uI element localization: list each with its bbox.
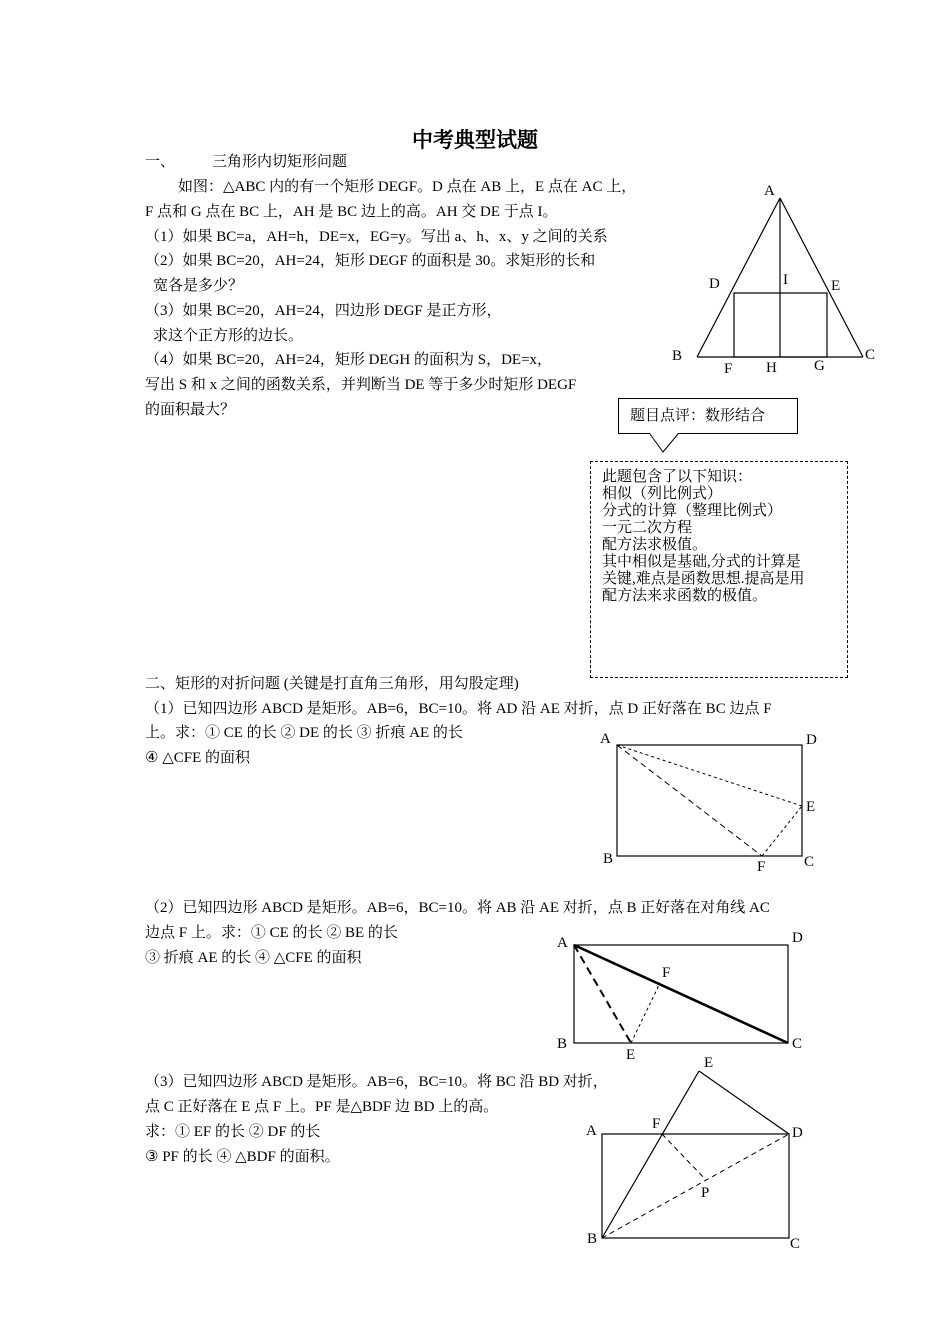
q2-line: （2）已知四边形 ABCD 是矩形。AB=6，BC=10。将 AB 沿 AE 对折，点 B 正好落在对角线 AC [145, 900, 770, 916]
section2-heading: 二、矩形的对折问题 (关键是打直角三角形，用勾股定理) [145, 676, 519, 692]
label-e: E [626, 1047, 636, 1063]
label-e: E [704, 1055, 714, 1071]
label-b: B [557, 1036, 568, 1052]
label-g: G [814, 358, 825, 374]
label-e: E [831, 278, 841, 294]
segment-af [617, 745, 762, 856]
diagonal-ac [574, 945, 788, 1043]
label-f: F [757, 859, 766, 875]
q2-line: 边点 F 上。求：① CE 的长 ② BE 的长 [145, 925, 398, 941]
label-b: B [603, 851, 614, 867]
height-fp [662, 1134, 706, 1180]
knowledge-line: 配方法求极值。 [602, 537, 708, 553]
label-e: E [806, 799, 816, 815]
fold-figure-1-labels [600, 731, 817, 875]
label-h: H [766, 360, 777, 376]
q3-line: 点 C 正好落在 E 点 F 上。PF 是△BDF 边 BD 上的高。 [145, 1099, 499, 1115]
section1-line: 写出 S 和 x 之间的函数关系，并判断当 DE 等于多少时矩形 DEGF [145, 377, 577, 393]
label-a: A [764, 183, 775, 199]
section1-heading-number: 一、 [145, 154, 176, 170]
q1-line: 上。求：① CE 的长 ② DE 的长 ③ 折痕 AE 的长 [145, 725, 463, 741]
q3-line: 求：① EF 的长 ② DF 的长 [145, 1124, 321, 1140]
comment-text: 题目点评：数形结合 [630, 408, 766, 424]
label-a: A [557, 935, 568, 951]
section1-line: （1）如果 BC=a，AH=h，DE=x，EG=y。写出 a、h、x、y 之间的关系 [145, 229, 608, 245]
knowledge-line: 关键,难点是函数思想.提高是用 [602, 571, 805, 587]
section1-line: （4）如果 BC=20，AH=24，矩形 DEGH 的面积为 S，DE=x， [145, 352, 553, 368]
diagonal-bd [602, 1134, 789, 1238]
section1-line: 的面积最大？ [145, 402, 236, 418]
triangle-labels [672, 183, 875, 377]
q1-line: （1）已知四边形 ABCD 是矩形。AB=6，BC=10。将 AD 沿 AE 对折，点 D 正好落在 BC 边点 F [145, 701, 772, 717]
label-c: C [790, 1236, 801, 1252]
label-d: D [709, 276, 720, 292]
label-c: C [865, 347, 876, 363]
segment-ed [699, 1071, 789, 1134]
knowledge-line: 配方法来求函数的极值。 [602, 588, 768, 604]
knowledge-line: 分式的计算（整理比例式） [602, 503, 783, 519]
knowledge-line: 一元二次方程 [602, 520, 693, 536]
section1-line: 如图：△ABC 内的有一个矩形 DEGF。D 点在 AB 上，E 点在 AC 上， [178, 179, 637, 195]
q3-line: （3）已知四边形 ABCD 是矩形。AB=6，BC=10。将 BC 沿 BD 对折， [145, 1074, 608, 1090]
label-d: D [792, 1125, 803, 1141]
segment-ac [780, 198, 863, 357]
segment-be [602, 1071, 699, 1238]
knowledge-line: 其中相似是基础,分式的计算是 [602, 554, 801, 570]
fold-line-ae [617, 745, 802, 806]
knowledge-line: 此题包含了以下知识： [602, 469, 753, 485]
label-c: C [804, 854, 815, 870]
label-b: B [672, 348, 683, 364]
fold-figure-2 [574, 945, 788, 1043]
section1-heading: 三角形内切矩形问题 [212, 154, 348, 170]
rectangle-abcd [617, 745, 802, 856]
section1-line: 求这个正方形的边长。 [153, 328, 304, 344]
section1-line: F 点和 G 点在 BC 上，AH 是 BC 边上的高。AH 交 DE 于点 I。 [145, 204, 558, 220]
q2-line: ③ 折痕 AE 的长 ④ △CFE 的面积 [145, 950, 362, 966]
q3-line: ③ PF 的长 ④ △BDF 的面积。 [145, 1149, 340, 1165]
label-a: A [600, 731, 611, 747]
section1-line: （3）如果 BC=20，AH=24，四边形 DEGF 是正方形， [145, 303, 502, 319]
section1-line: 宽各是多少？ [153, 278, 244, 294]
section1-line: （2）如果 BC=20，AH=24，矩形 DEGF 的面积是 30。求矩形的长和 [145, 253, 596, 269]
callout-pointer [650, 433, 678, 452]
label-i: I [783, 272, 788, 288]
label-d: D [792, 930, 803, 946]
segment-fe [762, 806, 802, 856]
q1-line: ④ △CFE 的面积 [145, 750, 250, 766]
label-c: C [792, 1036, 803, 1052]
fold-figure-3-labels [586, 1055, 803, 1252]
fold-figure-3 [602, 1071, 789, 1238]
segment-ef [631, 983, 660, 1043]
label-p: P [701, 1185, 710, 1201]
fold-figure-1 [617, 745, 802, 856]
knowledge-line: 相似（列比例式） [602, 486, 723, 502]
label-d: D [806, 732, 817, 748]
label-f: F [652, 1116, 661, 1132]
page-title: 中考典型试题 [412, 127, 538, 152]
label-f: F [724, 361, 733, 377]
label-a: A [586, 1123, 597, 1139]
fold-line-ae [574, 945, 631, 1043]
label-b: B [587, 1231, 598, 1247]
label-f: F [662, 965, 671, 981]
